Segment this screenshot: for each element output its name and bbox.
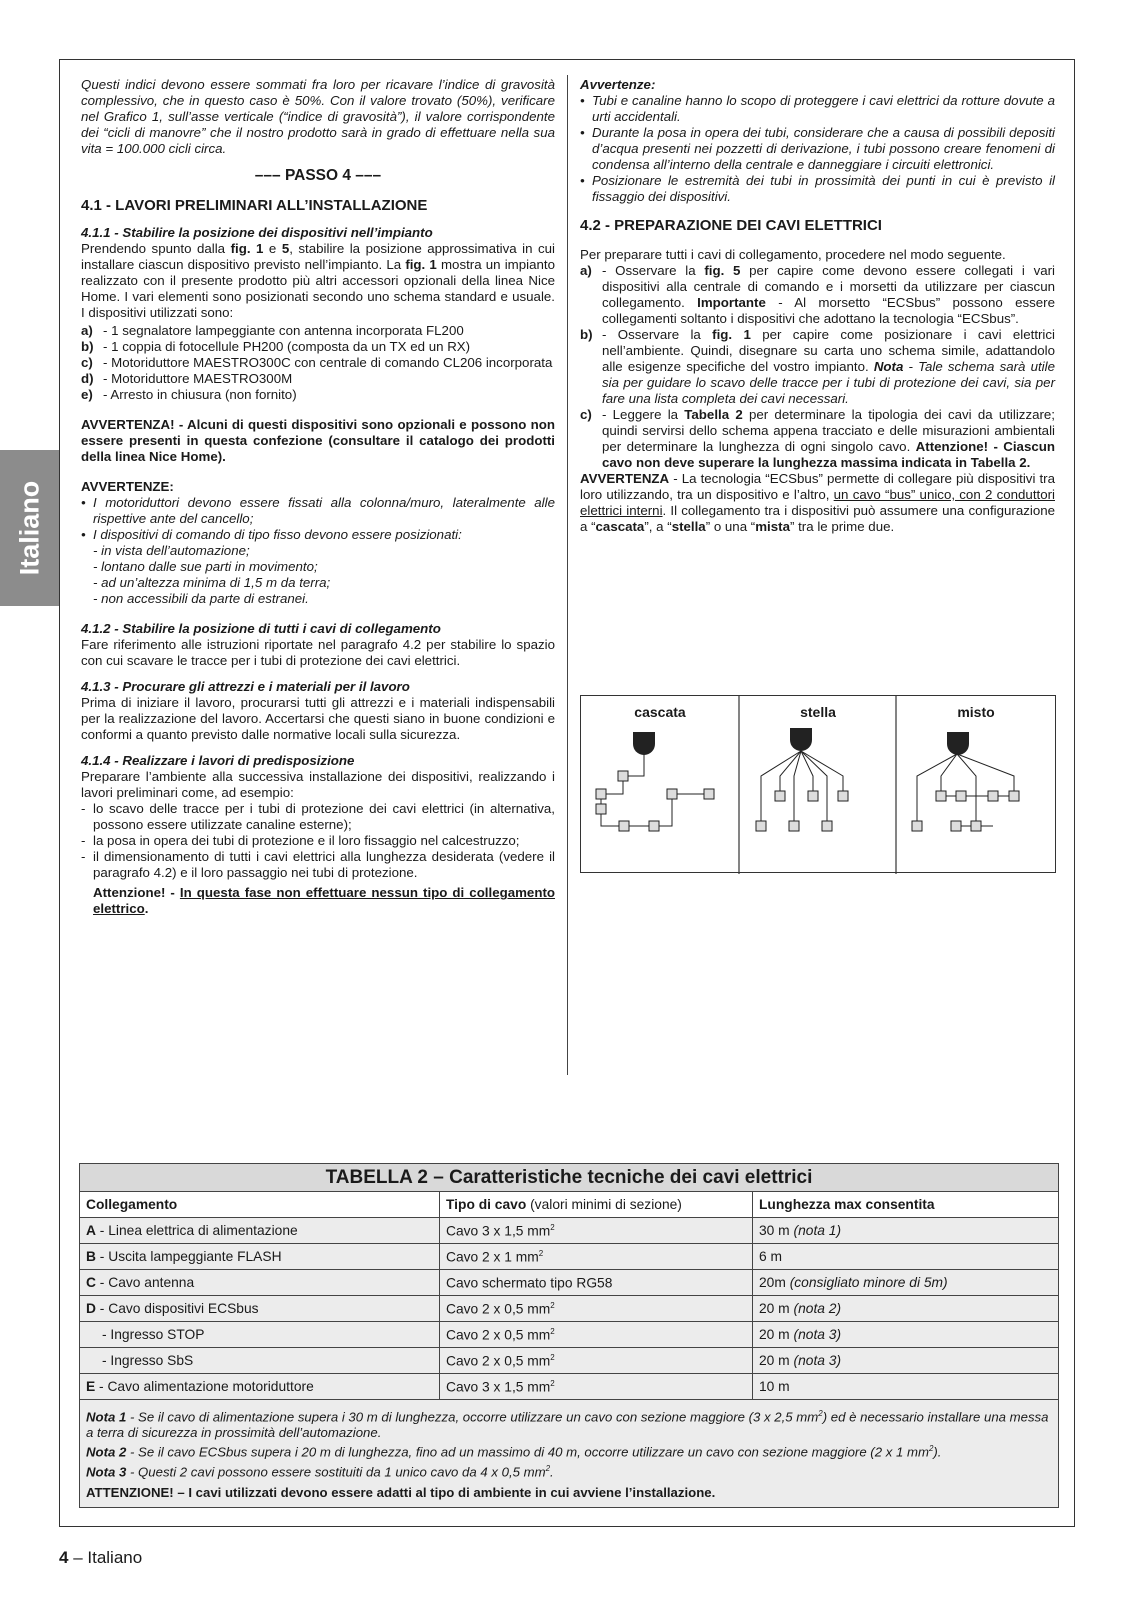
table-row: B - Uscita lampeggiante FLASH Cavo 2 x 1 $mm^2$ 6 m xyxy=(80,1244,1059,1270)
section-4-1-heading: 4.1 - LAVORI PRELIMINARI ALL’INSTALLAZIONE xyxy=(81,197,428,214)
side-tab-label: Italiano xyxy=(14,480,44,576)
note-3: Nota 3 - Questi 2 cavi possono essere sostituiti da 1 unico cavo da 4 x 0,5 $mm^2$. xyxy=(86,1463,554,1480)
avvertenze-heading: Avvertenze: xyxy=(580,77,656,92)
section-4-1-1-heading: 4.1.1 - Stabilire la posizione dei dispositivi nell’impianto xyxy=(81,225,433,240)
list-item: - il dimensionamento di tutti i cavi elettrici alla lunghezza desiderata (vedere il paragrafo 4.2) e il loro passaggio nei tubi di protezione. xyxy=(81,849,555,880)
language-side-tab xyxy=(0,450,59,606)
section-4-1-1-text: Prendendo spunto dalla fig. 1 e 5, stabilire la posizione approssimativa in cui installare ciascun dispositivo previsto nell’impianto. La fig. 1 mostra un impianto realizzato con il presente prodotto più altri accessori opzionali della linea Nice Home. I vari elementi sono posizionati secondo uno schema standard e usuale. I dispositivi utilizzati sono: xyxy=(81,241,556,320)
list-item: - lo scavo delle tracce per i tubi di protezione dei cavi elettrici (in alternativa, possono essere utilizzate canaline esterne); xyxy=(81,801,555,832)
list-item: a) - 1 segnalatore lampeggiante con antenna incorporata FL200 xyxy=(81,323,464,338)
avvertenze-list xyxy=(81,495,555,607)
avvertenza-optional: AVVERTENZA! - Alcuni di questi dispositivi sono opzionali e possono non essere presenti in questa confezione (consultare il catalogo dei prodotti della linea Nice Home). xyxy=(81,417,555,464)
list-item: • Posizionare le estremità dei tubi in prossimità dei punti in cui è previsto il fissaggio dei dispositivi. xyxy=(580,173,1055,204)
table-row: - Ingresso STOP Cavo 2 x 0,5 $mm^2$ 20 m (nota 3) xyxy=(80,1322,1059,1348)
table-row: C - Cavo antenna Cavo schermato tipo RG58 20m (consigliato minore di 5m) xyxy=(80,1270,1059,1296)
step-b: b) - Osservare la fig. 1 per capire come posizionare i cavi elettrici nell’ambiente. Quindi, disegnare su carta uno schema simile, adattandolo alle esigenze specifiche del vostro impianto. Nota - Tale schema sarà utile sia per guidare lo scavo delle tracce per i tubi di protezione dei cavi, sia per fare una lista completa dei cavi necessari. xyxy=(580,327,1055,406)
list-item: - non accessibili da parte di estranei. xyxy=(93,591,309,606)
scheme-label-stella: stella xyxy=(800,704,836,720)
section-4-1-3-text: Prima di iniziare il lavoro, procurarsi tutti gli attrezzi e i materiali indispensabili per la realizzazione del lavoro. Accertarsi che questi siano in buone condizioni e conformi a quanto previsto dalle normative locali sulla sicurezza. xyxy=(81,695,555,742)
scheme-stella xyxy=(761,751,843,826)
attenzione-note: Attenzione! - In questa fase non effettuare nessun tipo di collegamento elettrico. xyxy=(93,885,556,916)
list-item: d) - Motoriduttore MAESTRO300M xyxy=(81,371,293,386)
device-list xyxy=(81,323,555,403)
note-2: Nota 2 - Se il cavo ECSbus supera i 20 m di lunghezza, fino ad un massimo di 40 m, occorre utilizzare un cavo con sezione maggiore (2 x 1 $mm^2$). xyxy=(86,1444,942,1460)
list-item: b) - 1 coppia di fotocellule PH200 (composta da un TX ed un RX) xyxy=(81,339,471,354)
list-item: - lontano dalle sue parti in movimento; xyxy=(93,559,318,574)
control-unit-icon xyxy=(790,728,812,751)
section-4-1-3-heading: 4.1.3 - Procurare gli attrezzi e i materiali per il lavoro xyxy=(81,679,410,694)
section-4-1-4-text: Preparare l’ambiente alla successiva installazione dei dispositivi, realizzando i lavori preliminari come, ad esempio: xyxy=(81,769,555,800)
device-nodes-cascata xyxy=(596,771,714,831)
table-notes-row xyxy=(80,1400,1059,1508)
scheme-label-cascata: cascata xyxy=(634,704,686,720)
wiring-schemes-drawing xyxy=(581,696,1057,874)
table-title: TABELLA 2 – Caratteristiche tecniche dei cavi elettrici xyxy=(80,1164,1059,1192)
control-unit-icon xyxy=(633,732,655,755)
cable-specs-table xyxy=(79,1163,1059,1508)
list-item: • Durante la posa in opera dei tubi, considerare che a causa di possibili depositi d’acqua presenti nei pozzetti di derivazione, i tubi possono creare fenomeni di condensa all’interno della centrale e danneggiare i circuiti elettronici. xyxy=(580,125,1055,172)
table-row: A - Linea elettrica di alimentazione Cavo 3 x 1,5 $mm^2$ 30 m (nota 1) xyxy=(80,1218,1059,1244)
control-unit-icon xyxy=(947,732,969,755)
section-4-1-2-heading: 4.1.2 - Stabilire la posizione di tutti i cavi di collegamento xyxy=(81,621,441,636)
column-header: Collegamento xyxy=(80,1192,440,1218)
avvertenze-title: AVVERTENZE: xyxy=(81,479,174,494)
table-header-row xyxy=(80,1192,1059,1218)
device-nodes-stella xyxy=(756,791,848,831)
table-row: E - Cavo alimentazione motoriduttore Cavo 3 x 1,5 $mm^2$ 10 m xyxy=(80,1374,1059,1400)
footer-language: – Italiano xyxy=(68,1548,143,1567)
avvertenze-sublist xyxy=(81,543,555,607)
table-attenzione: ATTENZIONE! – I cavi utilizzati devono essere adatti al tipo di ambiente in cui avviene l’installazione. xyxy=(86,1485,716,1501)
list-item: e) - Arresto in chiusura (non fornito) xyxy=(81,387,297,402)
list-item: - la posa in opera dei tubi di protezione e il loro fissaggio nel calcestruzzo; xyxy=(81,833,520,848)
page-footer xyxy=(59,1548,142,1568)
list-item: - ad un’altezza minima di 1,5 m da terra; xyxy=(93,575,331,590)
column-header: Lunghezza max consentita xyxy=(753,1192,1059,1218)
section-4-2-heading: 4.2 - PREPARAZIONE DEI CAVI ELETTRICI xyxy=(580,217,882,234)
list-item: - in vista dell’automazione; xyxy=(93,543,250,558)
step-c: c) - Leggere la Tabella 2 per determinare la tipologia dei cavi da utilizzare; quindi servirsi dello schema appena tracciato e delle misurazioni ambientali per determinare la lunghezza di ogni singolo cavo. Attenzione! - Ciascun cavo non deve superare la lunghezza massima indicata in Tabella 2. xyxy=(580,407,1055,470)
list-item: • I motoriduttori devono essere fissati alla colonna/muro, lateralmente alle rispettive ante del cancello; xyxy=(81,495,555,526)
column-divider xyxy=(567,75,568,1075)
passo-heading: ––– PASSO 4 ––– xyxy=(254,167,382,184)
step-a: a) - Osservare la fig. 5 per capire come devono essere collegati i vari dispositivi alla centrale di comando e i morsetti da utilizzare per ciascun collegamento. Importante - Al morsetto “ECSbus” possono essere collegamenti soltanto i dispositivi che adottano la tecnologia “ECSbus”. xyxy=(580,263,1055,326)
table-row: - Ingresso SbS Cavo 2 x 0,5 $mm^2$ 20 m (nota 3) xyxy=(80,1348,1059,1374)
scheme-label-misto: misto xyxy=(957,704,995,720)
prep-list xyxy=(81,801,555,881)
column-header: Tipo di cavo (valori minimi di sezione) xyxy=(440,1192,753,1218)
list-item: c) - Motoriduttore MAESTRO300C con centrale di comando CL206 incorporata xyxy=(81,355,553,370)
table-row: D - Cavo dispositivi ECSbus Cavo 2 x 0,5 $mm^2$ 20 m (nota 2) xyxy=(80,1296,1059,1322)
intro-paragraph: Questi indici devono essere sommati fra loro per ricavare l’indice di gravosità complessivo, che in questo caso è 50%. Con il valore trovato (50%), verificare nel Grafico 1, sull’asse verticale (“indice di gravosità”), il valore corrispondente dei “cicli di manovre” che il nostro prodotto sarà in grado di effettuare nella sua vita = 100.000 cicli circa. xyxy=(81,77,555,156)
section-4-1-2-text: Fare riferimento alle istruzioni riportate nel paragrafo 4.2 per stabilire lo spazio con cui scavare le tracce per i tubi di protezione dei cavi elettrici. xyxy=(81,637,555,668)
note-1: Nota 1 - Se il cavo di alimentazione supera i 30 m di lunghezza, occorre utilizzare un cavo con sezione maggiore (3 x 2,5 $mm^2$) ed è necessario installare una messa a terra di sicurezza in prossimità dell’automazione. xyxy=(86,1409,1049,1441)
section-4-1-4-heading: 4.1.4 - Realizzare i lavori di predisposizione xyxy=(81,753,355,768)
page-number: 4 xyxy=(59,1548,69,1567)
section-4-2-intro: Per preparare tutti i cavi di collegamento, procedere nel modo seguente. xyxy=(580,247,1006,262)
right-column xyxy=(580,77,1055,535)
scheme-misto xyxy=(917,754,1014,826)
list-item: • I dispositivi di comando di tipo fisso devono essere posizionati: xyxy=(81,527,462,542)
device-nodes-misto xyxy=(912,791,1019,831)
list-item: • Tubi e canaline hanno lo scopo di proteggere i cavi elettrici da rotture dovute a urti accidentali. xyxy=(580,93,1055,124)
scheme-cascata xyxy=(601,754,709,826)
ecsbus-avvertenza: AVVERTENZA - La tecnologia “ECSbus” permette di collegare più dispositivi tra loro utilizzando, tra un dispositivo e l’altro, un cavo “bus” unico, con 2 conduttori elettrici interni. Il collegamento tra i dispositivi può assumere una configurazione a “cascata”, a “stella” o una “mista” tra le prime due. xyxy=(580,471,1055,534)
tubes-bullet-list xyxy=(580,93,1055,205)
left-column xyxy=(81,77,555,917)
wiring-schemes-figure xyxy=(580,695,1056,873)
